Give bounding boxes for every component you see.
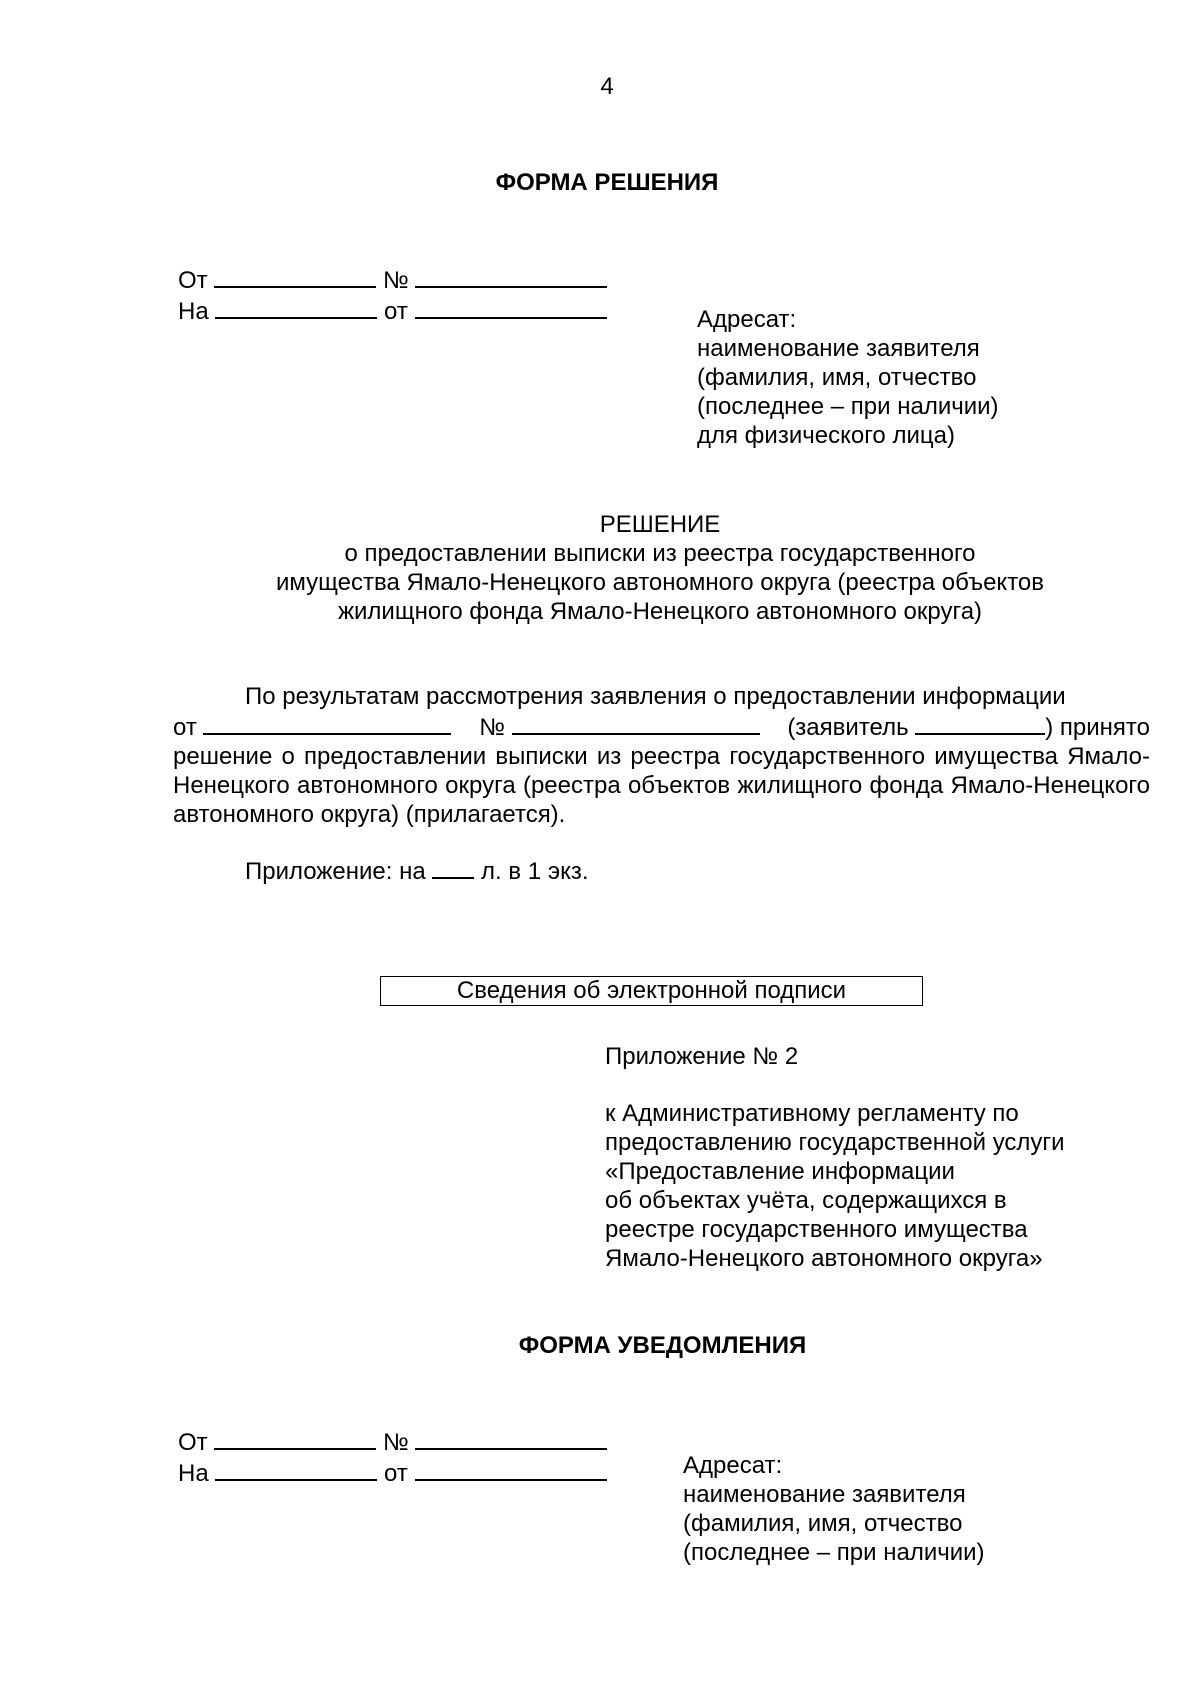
- body-from-blank: [203, 711, 451, 735]
- appendix-line: «Предоставление информации: [605, 1158, 955, 1185]
- decision-attachment: [245, 855, 589, 886]
- notice-addressee: [683, 1451, 985, 1567]
- addressee-line: наименование заявителя: [683, 1481, 966, 1508]
- attachment-pages-blank: [432, 855, 474, 879]
- body-from-group: [173, 711, 451, 742]
- appendix-text: [605, 1099, 1065, 1273]
- appendix-line: об объектах учёта, содержащихся в: [605, 1187, 1007, 1214]
- decision-addressee: [697, 305, 999, 450]
- reg-from-label: От: [178, 1429, 208, 1456]
- reg-to-blank: [215, 295, 377, 319]
- appendix-line: Ямало-Ненецкого автономного округа»: [605, 1245, 1043, 1272]
- reg-date-label: от: [384, 298, 408, 325]
- reg-to-blank: [215, 1457, 377, 1481]
- reg-date-blank: [415, 1457, 607, 1481]
- decision-reg-block: [178, 264, 607, 326]
- appendix-line: предоставлению государственной услуги: [605, 1129, 1065, 1156]
- addressee-line: наименование заявителя: [697, 335, 980, 362]
- body-line-1: По результатам рассмотрения заявления о предоставлении информации: [245, 683, 1066, 710]
- reg-date-blank: [415, 295, 607, 319]
- decision-reg-row-2: [178, 295, 607, 326]
- notice-reg-row-1: [178, 1426, 607, 1457]
- body-num-label: №: [479, 714, 505, 741]
- body-num-group: [479, 711, 759, 742]
- reg-from-blank: [214, 264, 376, 288]
- addressee-line: (последнее – при наличии): [697, 393, 999, 420]
- body-line-2: [173, 711, 1150, 742]
- body-applicant-open: (заявитель: [787, 714, 909, 741]
- subheading-line: жилищного фонда Ямало-Ненецкого автономного округа): [337, 598, 983, 625]
- notice-form-title: ФОРМА УВЕДОМЛЕНИЯ: [518, 1332, 807, 1359]
- reg-date-label: от: [384, 1460, 408, 1487]
- reg-from-label: От: [178, 267, 208, 294]
- addressee-line: Адресат:: [697, 306, 797, 333]
- reg-num-label: №: [383, 1429, 409, 1456]
- addressee-line: (последнее – при наличии): [683, 1539, 985, 1566]
- decision-heading: РЕШЕНИЕ: [599, 511, 721, 538]
- notice-reg-block: [178, 1426, 607, 1488]
- body-from-label: от: [173, 714, 197, 741]
- appendix-line: реестре государственного имущества: [605, 1216, 1028, 1243]
- reg-from-blank: [214, 1426, 376, 1450]
- reg-num-blank: [415, 1426, 607, 1450]
- body-num-blank: [512, 711, 760, 735]
- attachment-prefix: Приложение: на: [245, 858, 426, 885]
- decision-form-title: ФОРМА РЕШЕНИЯ: [495, 169, 719, 196]
- subheading-line: имущества Ямало-Ненецкого автономного округа (реестра объектов: [275, 569, 1045, 596]
- addressee-line: Адресат:: [683, 1452, 783, 1479]
- signature-box: Сведения об электронной подписи: [380, 976, 923, 1006]
- reg-to-label: На: [178, 1460, 209, 1487]
- notice-reg-row-2: [178, 1457, 607, 1488]
- reg-num-label: №: [383, 267, 409, 294]
- body-rest: решение о предоставлении выписки из реестра государственного имущества Ямало-Ненецкого автономного округа (реестра объектов жилищного фонда Ямало-Ненецкого автономного округа) (прилагается).: [173, 743, 1150, 828]
- reg-to-label: На: [178, 298, 209, 325]
- appendix-line: к Административному регламенту по: [605, 1100, 1019, 1127]
- decision-subheading: [200, 539, 1120, 626]
- body-applicant-blank: [915, 711, 1045, 735]
- decision-body: [173, 682, 1150, 829]
- body-applicant-group: [787, 711, 1150, 742]
- decision-reg-row-1: [178, 264, 607, 295]
- addressee-line: (фамилия, имя, отчество: [697, 364, 977, 391]
- reg-num-blank: [415, 264, 607, 288]
- addressee-line: (фамилия, имя, отчество: [683, 1510, 963, 1537]
- subheading-line: о предоставлении выписки из реестра государственного: [344, 540, 976, 567]
- page-number: 4: [600, 73, 614, 100]
- appendix-title: Приложение № 2: [605, 1043, 799, 1070]
- addressee-line: для физического лица): [697, 422, 955, 449]
- attachment-suffix: л. в 1 экз.: [481, 858, 589, 885]
- body-applicant-close: ) принято: [1045, 714, 1150, 741]
